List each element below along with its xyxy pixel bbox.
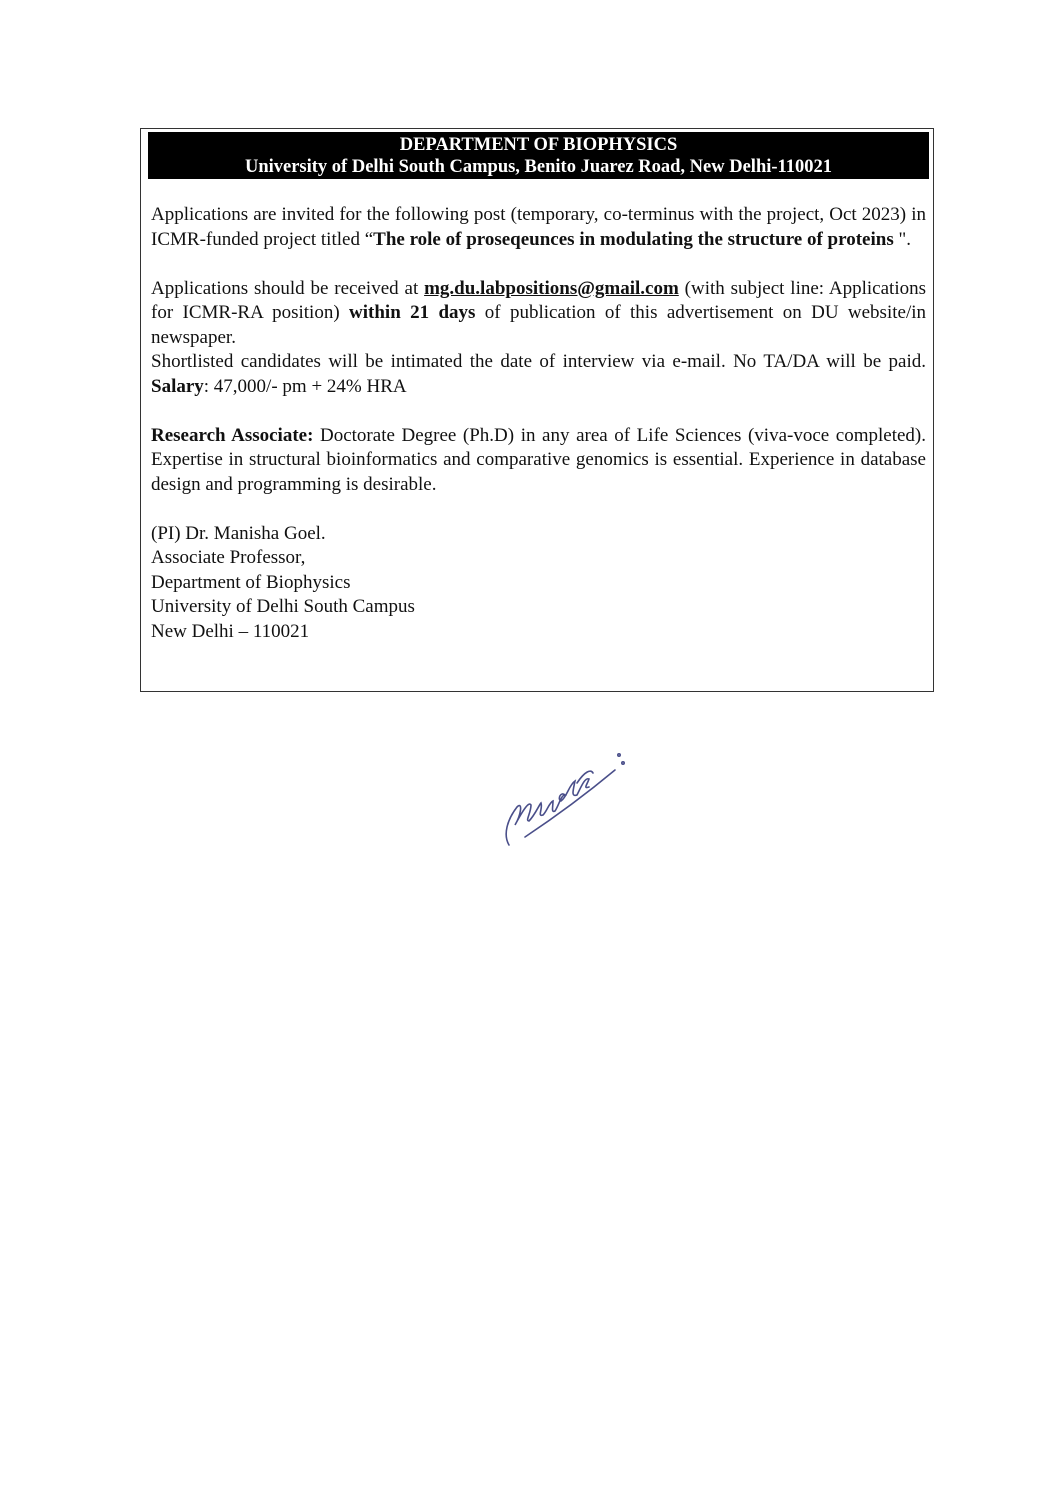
advertisement-box bbox=[140, 128, 934, 692]
department-address: University of Delhi South Campus, Benito Juarez Road, New Delhi-110021 bbox=[244, 157, 833, 177]
project-title: The role of proseqeunces in modulating the structure of proteins bbox=[373, 228, 894, 250]
intro-end: ". bbox=[893, 228, 911, 250]
handwritten-signature bbox=[495, 725, 625, 855]
salary-value: : 47,000/- pm + 24% HRA bbox=[203, 375, 407, 397]
email-link[interactable]: mg.du.labpositions@gmail.com bbox=[424, 277, 679, 299]
signatory-line: Department of Biophysics bbox=[151, 571, 351, 593]
post-requirements: Doctorate Degree (Ph.D) in any area of Life Sciences (viva-voce completed). Expertise in structural bioinformatics and comparative genomics is essential. Experience in database design and programming is desirable. bbox=[151, 424, 926, 495]
advertisement-body bbox=[151, 203, 926, 644]
application-mid: (with subject line: Applications for ICMR-RA position) bbox=[151, 277, 926, 323]
signatory-line: Associate Professor, bbox=[151, 547, 306, 568]
deadline: within 21 days bbox=[349, 302, 476, 323]
intro-paragraph bbox=[151, 203, 926, 252]
salary-label: Salary bbox=[151, 375, 204, 397]
application-paragraph bbox=[151, 277, 926, 351]
signatory-line: (PI) Dr. Manisha Goel. bbox=[151, 522, 326, 544]
signatory-line: New Delhi – 110021 bbox=[151, 620, 310, 642]
post-paragraph bbox=[151, 424, 926, 498]
post-label: Research Associate: bbox=[151, 424, 314, 446]
shortlist-text: Shortlisted candidates will be intimated the date of interview via e-mail. No TA/DA will be paid. bbox=[151, 351, 926, 372]
department-title: DEPARTMENT OF BIOPHYSICS bbox=[399, 135, 678, 155]
signatory-line: University of Delhi South Campus bbox=[151, 596, 415, 617]
signatory-block bbox=[151, 522, 926, 645]
header-band bbox=[148, 132, 929, 179]
intro-text: Applications are invited for the following post (temporary, co-terminus with the project, Oct 2023) in ICMR-funded project titled “ bbox=[151, 204, 926, 250]
shortlist-paragraph bbox=[151, 350, 926, 399]
application-post: of publication of this advertisement on DU website/in newspaper. bbox=[151, 302, 927, 348]
application-pre: Applications should be received at bbox=[151, 277, 425, 299]
